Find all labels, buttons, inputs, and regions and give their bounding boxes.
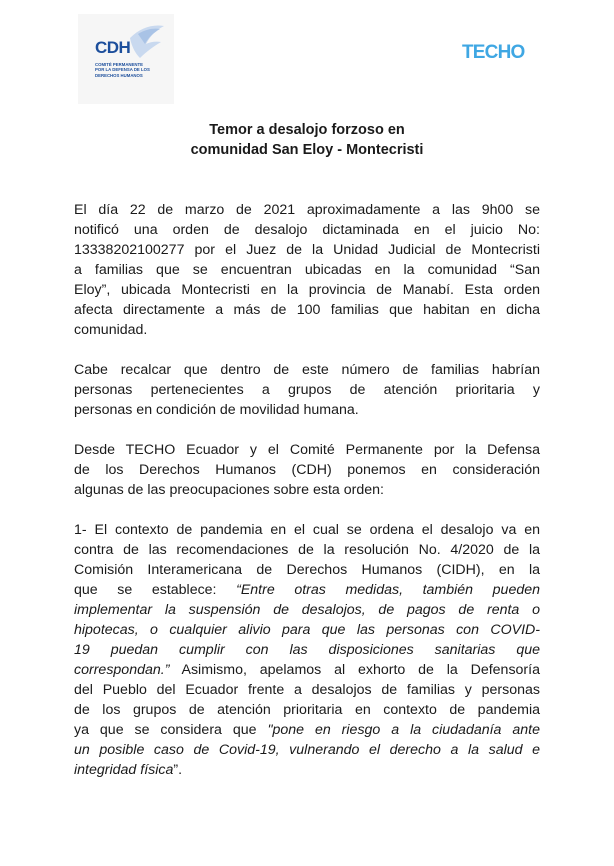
text-segment: que se establece: <box>74 582 237 598</box>
text-line <box>74 760 540 780</box>
quote-text: 19 puedan cumplir con las disposiciones sanitarias que <box>74 642 540 658</box>
techo-logo: TECHO <box>462 42 525 63</box>
text-line <box>74 740 540 760</box>
text-line: del Pueblo del Ecuador frente a desalojos de familias y personas <box>74 682 540 698</box>
cdh-tagline-line: DERECHOS HUMANOS <box>95 72 143 78</box>
text-line: Comisión Interamericana de Derechos Humanos (CIDH), en la <box>74 562 540 578</box>
document-body <box>74 200 540 800</box>
text-line: de los grupos de atención prioritaria en contexto de pandemia <box>74 702 540 718</box>
paragraph-2 <box>74 360 540 420</box>
text-line <box>74 620 540 640</box>
text-segment: ya que se considera que <box>74 722 268 738</box>
text-line: comunidad. <box>74 322 148 338</box>
paragraph-4 <box>74 520 540 780</box>
text-line: a familias que se encuentran ubicadas en la comunidad “San <box>74 262 540 278</box>
text-line: de los Derechos Humanos (CDH) ponemos en consideración <box>74 462 540 478</box>
paragraph-1 <box>74 200 540 340</box>
title-line-1: Temor a desalojo forzoso en <box>209 122 405 138</box>
text-line: 13338202100277 por el Juez de la Unidad Judicial de Montecristi <box>74 242 540 258</box>
text-line: Eloy”, ubicada Montecristi en la provincia de Manabí. Esta orden <box>74 282 540 298</box>
quote-text: hipotecas, o cualquier alivio para que las personas con COVID- <box>74 622 540 638</box>
paragraph-3 <box>74 440 540 500</box>
text-line <box>74 580 540 600</box>
text-line: 1- El contexto de pandemia en el cual se ordena el desalojo va en <box>74 522 540 538</box>
cdh-tagline <box>95 62 157 78</box>
text-line <box>74 720 540 740</box>
text-line: afecta directamente a más de 100 familias que habitan en dicha <box>74 302 540 318</box>
text-segment: ”. <box>173 762 183 778</box>
page-title <box>0 120 614 160</box>
text-line <box>74 640 540 660</box>
text-line: algunas de las preocupaciones sobre esta orden: <box>74 482 384 498</box>
text-segment: Asimismo, apelamos al exhorto de la Defensoría <box>169 662 540 678</box>
quote-text: integridad física <box>74 762 174 778</box>
text-line: Desde TECHO Ecuador y el Comité Permanente por la Defensa <box>74 442 540 458</box>
cdh-logo <box>78 14 174 104</box>
quote-text: “Entre otras medidas, también pueden <box>236 582 541 598</box>
text-line: notificó una orden de desalojo dictaminada en el juicio No: <box>74 222 540 238</box>
text-line: El día 22 de marzo de 2021 aproximadamente a las 9h00 se <box>74 202 540 218</box>
quote-text: implementar la suspensión de desalojos, de pagos de renta o <box>74 602 540 618</box>
text-line: personas en condición de movilidad humana. <box>74 402 359 418</box>
title-line-2: comunidad San Eloy - Montecristi <box>190 142 424 158</box>
text-line: contra de las recomendaciones de la resolución No. 4/2020 de la <box>74 542 540 558</box>
text-line <box>74 600 540 620</box>
dove-icon <box>78 14 174 104</box>
quote-text: "pone en riesgo a la ciudadanía ante <box>267 722 540 738</box>
text-line: Cabe recalcar que dentro de este número de familias habrían <box>74 362 540 378</box>
text-line: personas pertenecientes a grupos de atención prioritaria y <box>74 382 540 398</box>
cdh-tagline-line: COMITÉ PERMANENTE <box>95 62 143 67</box>
cdh-letters: CDH <box>95 38 131 57</box>
text-line <box>74 660 540 680</box>
cdh-tagline-line: POR LA DEFENSA DE LOS <box>95 67 150 73</box>
quote-text: correspondan.” <box>74 662 170 678</box>
quote-text: un posible caso de Covid-19, vulnerando el derecho a la salud e <box>74 742 540 758</box>
